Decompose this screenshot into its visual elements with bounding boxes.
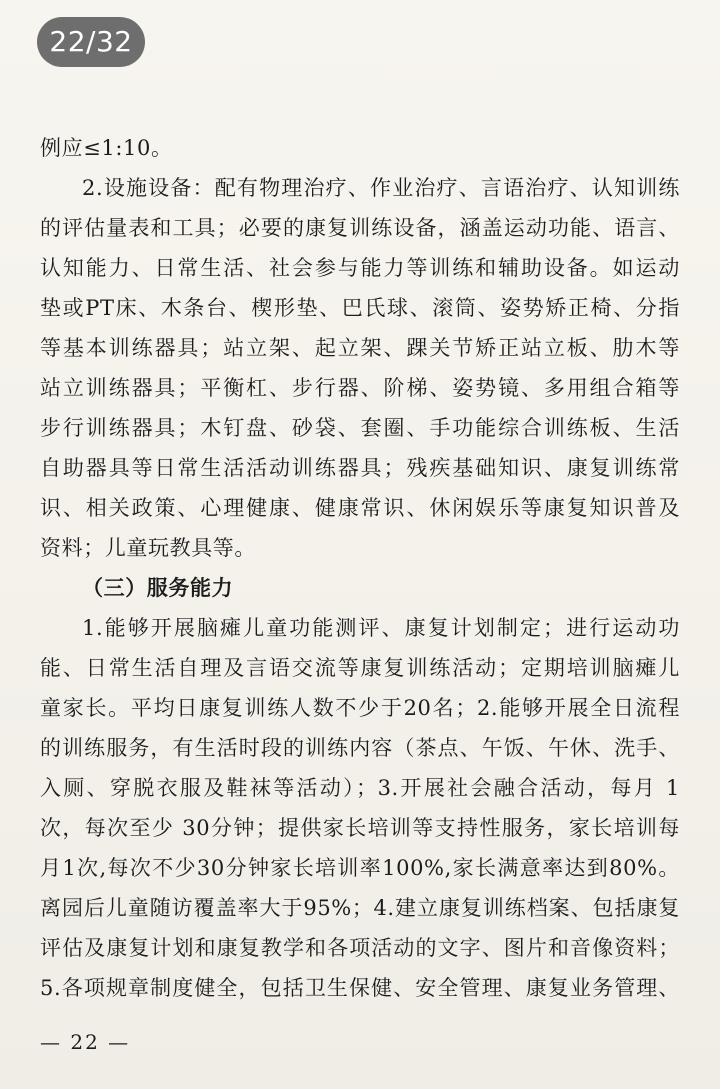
text-line: 步行训练器具；木钉盘、砂袋、套圈、手功能综合训练板、生活: [40, 416, 680, 440]
text-line: 的训练服务，有生活时段的训练内容（茶点、午饭、午休、洗手、: [40, 736, 680, 760]
text-line: 能、日常生活自理及言语交流等康复训练活动；定期培训脑瘫儿: [40, 656, 680, 680]
text-line: 识、相关政策、心理健康、健康常识、休闲娱乐等康复知识普及: [40, 496, 680, 520]
text-line: 自助器具等日常生活活动训练器具；残疾基础知识、康复训练常: [40, 456, 680, 480]
text-line: 5.各项规章制度健全，包括卫生保健、安全管理、康复业务管理、: [40, 976, 680, 1000]
text-line: 站立训练器具；平衡杠、步行器、阶梯、姿势镜、多用组合箱等: [40, 376, 680, 400]
text-line: 例应≤1:10。: [40, 136, 173, 160]
page-footer-number: — 22 —: [40, 1030, 131, 1054]
text-line: 资料；儿童玩教具等。: [40, 536, 256, 560]
text-line: 月1次,每次不少30分钟家长培训率100%,家长满意率达到80%。: [40, 856, 680, 880]
page-counter-badge: 22/32: [37, 17, 145, 67]
text-line: 离园后儿童随访覆盖率大于95%；4.建立康复训练档案、包括康复: [40, 896, 680, 920]
paragraph-equipment-start: 2.设施设备：配有物理治疗、作业治疗、言语治疗、认知训练: [82, 176, 680, 200]
text-line: 次，每次至少 30分钟；提供家长培训等支持性服务，家长培训每: [40, 816, 680, 840]
paragraph-service-start: 1.能够开展脑瘫儿童功能测评、康复计划制定；进行运动功: [82, 616, 680, 640]
text-line: 认知能力、日常生活、社会参与能力等训练和辅助设备。如运动: [40, 256, 680, 280]
text-line: 的评估量表和工具；必要的康复训练设备，涵盖运动功能、语言、: [40, 216, 680, 240]
document-body: [40, 128, 680, 1008]
text-line: 童家长。平均日康复训练人数不少于20名；2.能够开展全日流程: [40, 696, 680, 720]
text-line: 等基本训练器具；站立架、起立架、踝关节矫正站立板、肋木等: [40, 336, 680, 360]
section-heading: （三）服务能力: [82, 575, 234, 600]
text-line: 垫或PT床、木条台、楔形垫、巴氏球、滚筒、姿势矫正椅、分指: [40, 296, 680, 320]
text-line: 入厕、穿脱衣服及鞋袜等活动）；3.开展社会融合活动，每月 1: [40, 776, 680, 800]
text-line: 评估及康复计划和康复教学和各项活动的文字、图片和音像资料；: [40, 936, 680, 960]
